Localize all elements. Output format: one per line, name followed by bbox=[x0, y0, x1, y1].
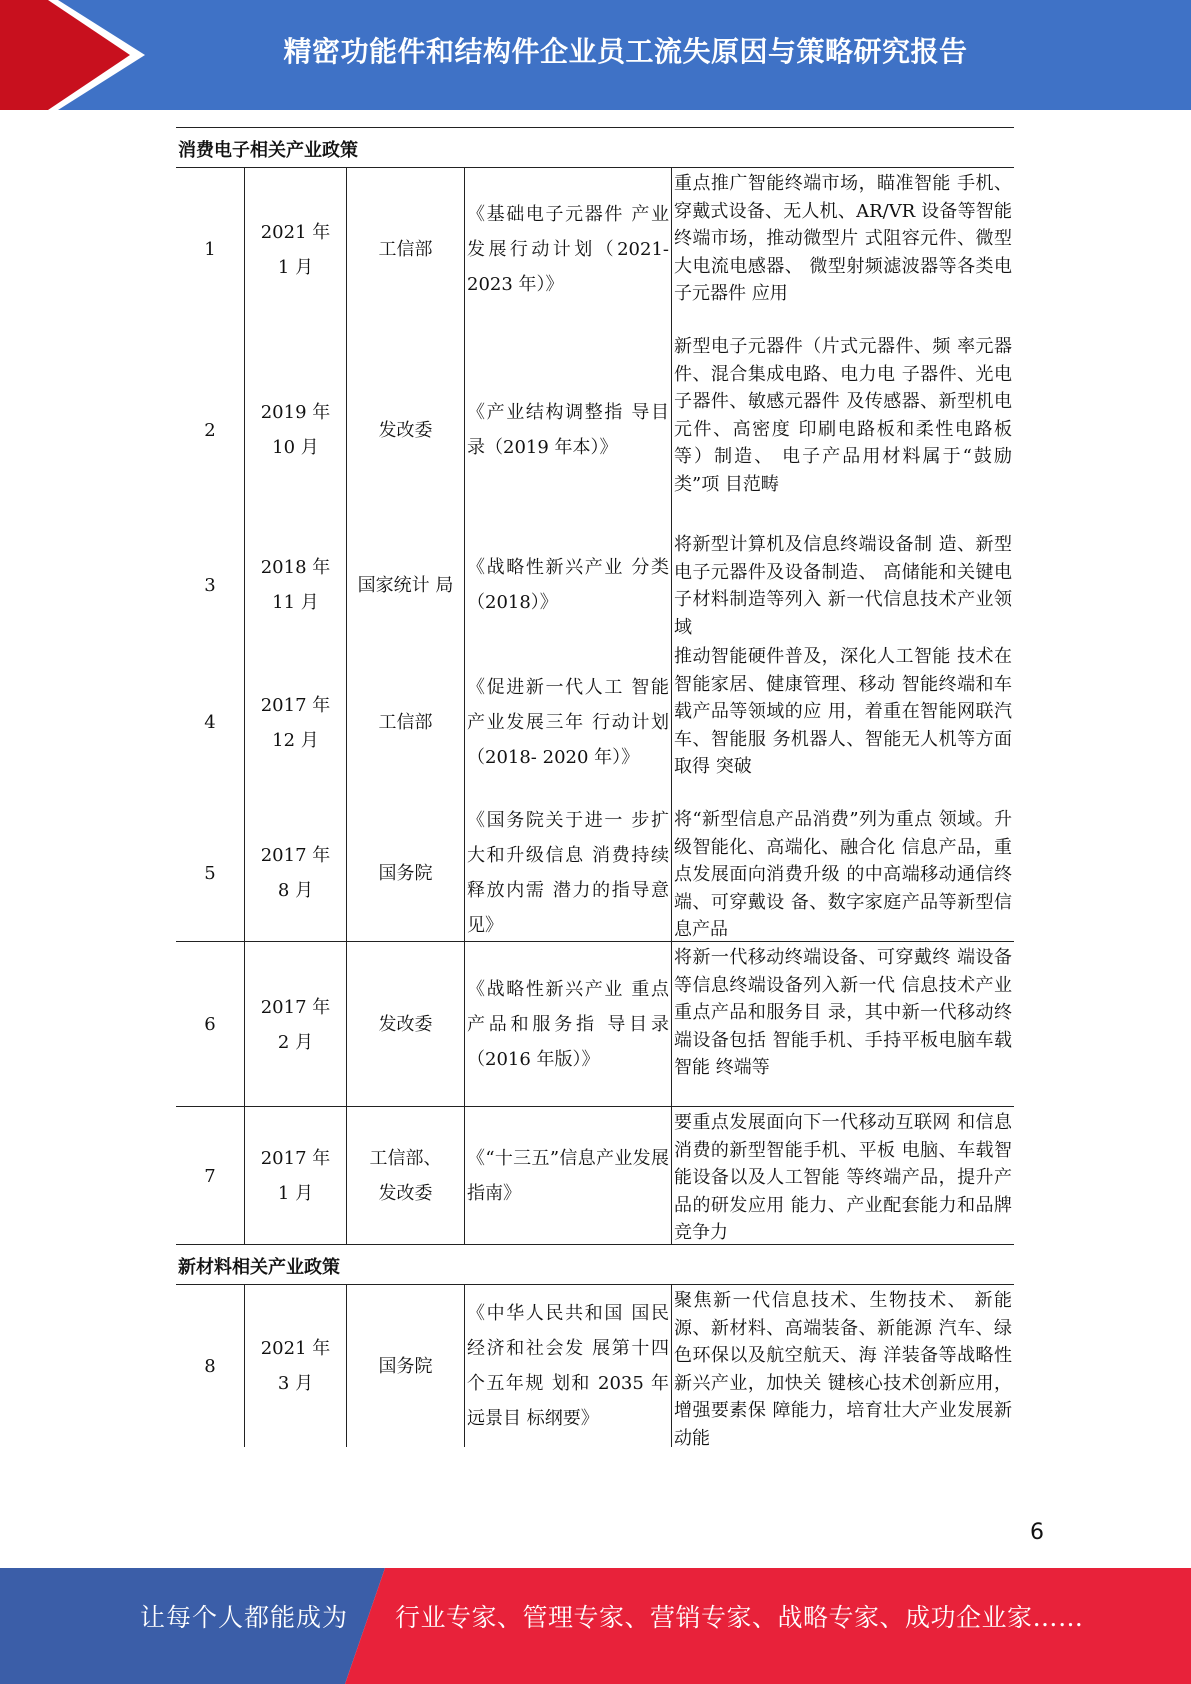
section-label-consumer-electronics: 消费电子相关产业政策 bbox=[178, 140, 358, 161]
row-index: 4 bbox=[204, 712, 216, 733]
row-index: 1 bbox=[204, 239, 216, 260]
table-top-rule bbox=[176, 127, 1014, 128]
row-document: 《产业结构调整指 导目录（2019 年本）》 bbox=[464, 331, 671, 529]
row-document: 《战略性新兴产业 重点产品和服务指 导目录（2016 年版）》 bbox=[464, 942, 671, 1107]
row-department: 工信部、 发改委 bbox=[346, 1107, 464, 1245]
row-department: 国务院 bbox=[346, 1285, 464, 1447]
row-divider bbox=[176, 1244, 1014, 1245]
page-header bbox=[0, 0, 1191, 110]
row-date: 2017 年 1 月 bbox=[244, 1107, 346, 1245]
page-number: 6 bbox=[1030, 1520, 1044, 1545]
row-index: 8 bbox=[204, 1355, 216, 1377]
table-row bbox=[176, 942, 1014, 1107]
row-index: 6 bbox=[204, 1014, 216, 1035]
table-row bbox=[176, 1107, 1014, 1245]
row-department: 国家统计 局 bbox=[346, 529, 464, 641]
page-footer bbox=[0, 1568, 1191, 1684]
row-date: 2017 年 8 月 bbox=[244, 804, 346, 942]
row-index: 5 bbox=[204, 862, 216, 884]
row-document: 《战略性新兴产业 分类（2018）》 bbox=[464, 529, 671, 641]
row-date: 2017 年 12 月 bbox=[244, 641, 346, 804]
row-date: 2019 年 10 月 bbox=[244, 331, 346, 529]
row-document: 《“十三五”信息产业发展指南》 bbox=[464, 1107, 671, 1245]
row-document: 《促进新一代人工 智能产业发展三年 行动计划（2018- 2020 年）》 bbox=[464, 641, 671, 804]
row-department: 国务院 bbox=[346, 804, 464, 942]
row-index: 2 bbox=[204, 419, 216, 441]
footer-slogan-right: 行业专家、管理专家、营销专家、战略专家、成功企业家…… bbox=[395, 1603, 1084, 1632]
row-date: 2021 年 1 月 bbox=[244, 168, 346, 331]
row-index: 7 bbox=[204, 1165, 216, 1187]
row-document: 《基础电子元器件 产业发展行动计划（2021-2023 年）》 bbox=[464, 168, 671, 331]
row-description: 聚焦新一代信息技术、生物技术、 新能源、新材料、高端装备、新能源 汽车、绿色环保以及航空航天、海 洋装备等战略性新兴产业，加快关 键核心技术创新应用，增强要素保 障能力，培育壮大产业发展新动能 bbox=[671, 1285, 1014, 1447]
row-date: 2017 年 2 月 bbox=[244, 942, 346, 1107]
row-department: 工信部 bbox=[346, 641, 464, 804]
footer-slogan-left: 让每个人都能成为 bbox=[140, 1603, 349, 1632]
row-department: 发改委 bbox=[346, 331, 464, 529]
row-document: 《中华人民共和国 国民经济和社会发 展第十四个五年规 划和 2035 年远景目 标纲要》 bbox=[464, 1285, 671, 1447]
report-title: 精密功能件和结构件企业员工流失原因与策略研究报告 bbox=[283, 35, 968, 68]
table-row bbox=[176, 331, 1014, 529]
row-description: 新型电子元器件（片式元器件、频 率元器件、混合集成电路、电力电 子器件、光电子器件、敏感元器件 及传感器、新型机电元件、高密度 印刷电路板和柔性电路板等）制造、 电子产品用材料属于“鼓励类”项 目范畴 bbox=[671, 331, 1014, 529]
row-department: 工信部 bbox=[346, 168, 464, 331]
table-row bbox=[176, 641, 1014, 804]
row-description: 重点推广智能终端市场，瞄准智能 手机、穿戴式设备、无人机、AR/VR 设备等智能终端市场，推动微型片 式阻容元件、微型大电流电感器、 微型射频滤波器等各类电子元器件 应用 bbox=[671, 168, 1014, 331]
row-index: 3 bbox=[204, 574, 216, 596]
row-document: 《国务院关于进一 步扩大和升级信息 消费持续释放内需 潜力的指导意见》 bbox=[464, 804, 671, 942]
row-description: 将新一代移动终端设备、可穿戴终 端设备等信息终端设备列入新一代 信息技术产业重点产品和服务目 录，其中新一代移动终端设备包括 智能手机、手持平板电脑车载智能 终端等 bbox=[671, 942, 1014, 1107]
table-row bbox=[176, 1285, 1014, 1447]
table-row bbox=[176, 529, 1014, 641]
table-row bbox=[176, 168, 1014, 331]
row-date: 2021 年 3 月 bbox=[244, 1285, 346, 1447]
row-date: 2018 年 11 月 bbox=[244, 529, 346, 641]
table-row bbox=[176, 804, 1014, 942]
row-description: 要重点发展面向下一代移动互联网 和信息消费的新型智能手机、平板 电脑、车载智能设备以及人工智能 等终端产品，提升产品的研发应用 能力、产业配套能力和品牌竞争力 bbox=[671, 1107, 1014, 1245]
section-label-new-materials: 新材料相关产业政策 bbox=[178, 1257, 340, 1278]
row-department: 发改委 bbox=[346, 942, 464, 1107]
row-description: 将新型计算机及信息终端设备制 造、新型电子元器件及设备制造、 高储能和关键电子材料制造等列入 新一代信息技术产业领域 bbox=[671, 529, 1014, 641]
row-description: 将“新型信息产品消费”列为重点 领域。升级智能化、高端化、融合化 信息产品，重点发展面向消费升级 的中高端移动通信终端、可穿戴设 备、数字家庭产品等新型信息产品 bbox=[671, 804, 1014, 942]
row-description: 推动智能硬件普及，深化人工智能 技术在智能家居、健康管理、移动 智能终端和车载产品等领域的应 用，着重在智能网联汽车、智能服 务机器人、智能无人机等方面取得 突破 bbox=[671, 641, 1014, 804]
